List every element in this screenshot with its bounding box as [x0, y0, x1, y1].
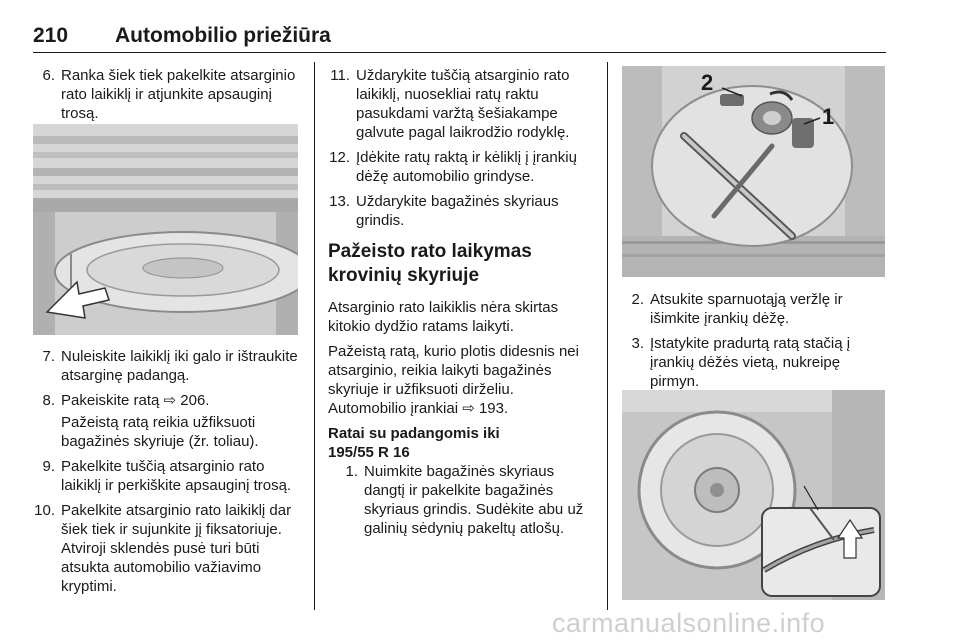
- step-text: Atsukite sparnuotąją veržlę ir išimkite įrankių dėžę.: [650, 291, 843, 327]
- step-number: 13.: [329, 193, 350, 210]
- step-text: Pakelkite tuščią atsarginio rato laikiklį ir perkiškite apsauginį trosą.: [61, 458, 292, 494]
- step-number: 11.: [330, 67, 350, 84]
- step-number: 9.: [42, 458, 55, 475]
- figure-wheel-in-trunk: [622, 390, 885, 600]
- step-number: 10.: [34, 502, 55, 519]
- substep-3: [622, 334, 885, 391]
- figure-callout-1: 1: [822, 104, 835, 129]
- step-11: [328, 66, 596, 142]
- page-number: 210: [33, 24, 69, 47]
- step-7: [33, 347, 301, 385]
- subheading-line-1: Ratai su padangomis iki: [328, 425, 500, 442]
- step-number: 1.: [345, 463, 358, 480]
- column-divider-right: [607, 62, 608, 610]
- step-text: Nuleiskite laikiklį iki galo ir ištraukite atsarginę padangą.: [61, 348, 298, 384]
- column-1: [33, 66, 301, 129]
- step-8: [33, 391, 301, 451]
- step-6: [33, 66, 301, 123]
- step-text: Pakelkite atsarginio rato laikiklį dar šiek tiek ir sujunkite jį fiksatoriuje. Atviroji sklendės pusė turi būti atsukta automobilio važiavimo kryptimi.: [61, 502, 292, 595]
- page-header: [33, 24, 886, 54]
- step-10: [33, 501, 301, 596]
- watermark: carmanualsonline.info: [552, 608, 826, 638]
- step-text: Įdėkite ratų raktą ir kėliklį į įrankių dėžę automobilio grindyse.: [356, 149, 577, 185]
- paragraph-2: Pažeistą ratą, kurio plotis didesnis nei atsarginio, reikia laikyti bagažinės skyriuje ir užfiksuoti dirželiu.: [328, 343, 579, 398]
- column-3: [622, 290, 885, 397]
- substep-1: [336, 462, 596, 538]
- paragraph-3: Automobilio įrankiai ⇨ 193.: [328, 400, 509, 417]
- subheading: [328, 424, 596, 462]
- wheel-strap-illustration: [622, 390, 885, 600]
- step-number: 3.: [631, 335, 644, 352]
- step-13: [328, 192, 596, 230]
- step-9: [33, 457, 301, 495]
- step-number: 12.: [329, 149, 350, 166]
- section-heading: Pažeisto rato laikymas krovinių skyriuje: [328, 241, 532, 286]
- figure-callout-2: 2: [701, 70, 714, 95]
- page-title: Automobilio priežiūra: [115, 24, 331, 47]
- step-number: 7.: [42, 348, 55, 365]
- step-12: [328, 148, 596, 186]
- tool-box-illustration: [622, 66, 885, 277]
- step-text: Nuimkite bagažinės skyriaus dangtį ir pakelkite bagažinės skyriaus grindis. Sudėkite abu už galinių sėdynių pakeltų atlošų.: [364, 463, 584, 537]
- step-number: 2.: [631, 291, 644, 308]
- column-divider-left: [314, 62, 315, 610]
- step-number: 6.: [42, 67, 55, 84]
- column-2: [328, 66, 596, 544]
- spare-wheel-illustration: [33, 124, 298, 335]
- column-1-continued: [33, 347, 301, 602]
- step-text: Ranka šiek tiek pakelkite atsarginio rato laikiklį ir atjunkite apsauginį trosą.: [61, 67, 296, 122]
- step-text: Uždarykite bagažinės skyriaus grindis.: [356, 193, 559, 229]
- step-text: Įstatykite pradurtą ratą stačią į įrankių dėžės vietą, nukreipę pirmyn.: [650, 335, 851, 390]
- step-number: 8.: [42, 392, 55, 409]
- paragraph-1: Atsarginio rato laikiklis nėra skirtas kitokio dydžio ratams laikyti.: [328, 299, 559, 335]
- subheading-line-2: 195/55 R 16: [328, 444, 410, 461]
- step-note: Pažeistą ratą reikia užfiksuoti bagažinės skyriuje (žr. toliau).: [61, 414, 259, 450]
- step-text: Pakeiskite ratą ⇨ 206.: [61, 392, 210, 409]
- figure-tool-box: [622, 66, 885, 277]
- figure-spare-wheel-lowered: [33, 124, 298, 335]
- substep-2: [622, 290, 885, 328]
- header-rule: [33, 52, 886, 53]
- step-text: Uždarykite tuščią atsarginio rato laikiklį, nuosekliai ratų raktu pasukdami varžtą šešiakampe galvute pagal laikrodžio rodyklę.: [356, 67, 570, 141]
